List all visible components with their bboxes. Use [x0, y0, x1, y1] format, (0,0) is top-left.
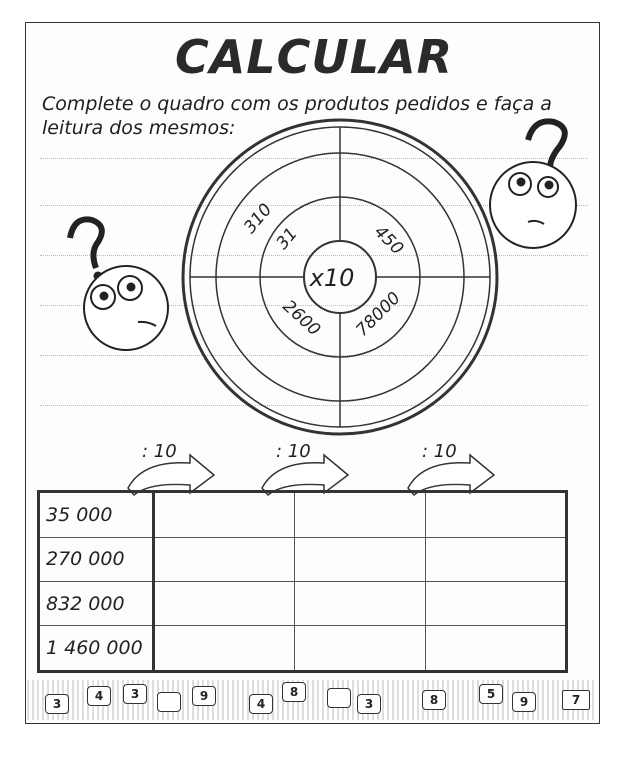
arrow-label-3: : 10 — [422, 441, 457, 462]
row-label: 1 460 000 — [39, 626, 154, 672]
table-row — [39, 537, 567, 581]
answer-cell[interactable] — [425, 492, 566, 538]
wheel-center-label: x10 — [309, 264, 355, 292]
answer-table — [37, 490, 568, 673]
dice-tile: 3 — [357, 694, 381, 714]
row-label: 35 000 — [39, 492, 154, 538]
answer-cell[interactable] — [295, 581, 426, 625]
decorative-dice-strip — [27, 680, 597, 720]
table-row — [39, 492, 567, 538]
question-character-right — [490, 121, 576, 248]
table-row — [39, 626, 567, 672]
dice-tile: 8 — [422, 690, 446, 710]
row-label: 832 000 — [39, 581, 154, 625]
answer-cell[interactable] — [295, 626, 426, 672]
wheel-number: 2600 — [278, 296, 325, 341]
wheel-number: 450 — [369, 221, 408, 260]
dice-tile: 9 — [512, 692, 536, 712]
dice-tile: 5 — [479, 684, 503, 704]
wheel-number: 78000 — [352, 288, 405, 341]
dice-tile: 8 — [282, 682, 306, 702]
dice-tile: 3 — [45, 694, 69, 714]
dice-tile: 3 — [123, 684, 147, 704]
answer-cell[interactable] — [425, 626, 566, 672]
page-number: 7 — [562, 690, 590, 710]
dice-tile — [157, 692, 181, 712]
wheel-number: 31 — [272, 224, 302, 254]
question-character-left — [70, 219, 168, 350]
dice-tile: 4 — [249, 694, 273, 714]
answer-cell[interactable] — [425, 581, 566, 625]
wheel-number: 310 — [240, 199, 277, 238]
page-title: CALCULAR — [174, 30, 454, 84]
answer-cell[interactable] — [425, 537, 566, 581]
row-label: 270 000 — [39, 537, 154, 581]
table-row — [39, 581, 567, 625]
dice-tile — [327, 688, 351, 708]
answer-cell[interactable] — [154, 492, 295, 538]
instruction-text: Complete o quadro com os produtos pedidos e faça a leitura dos mesmos: — [42, 93, 552, 139]
arrow-label-2: : 10 — [276, 441, 311, 462]
answer-cell[interactable] — [154, 626, 295, 672]
answer-cell[interactable] — [154, 581, 295, 625]
dice-tile: 4 — [87, 686, 111, 706]
answer-cell[interactable] — [154, 537, 295, 581]
dice-tile: 9 — [192, 686, 216, 706]
answer-cell[interactable] — [295, 537, 426, 581]
answer-cell[interactable] — [295, 492, 426, 538]
arrow-label-1: : 10 — [142, 441, 177, 462]
